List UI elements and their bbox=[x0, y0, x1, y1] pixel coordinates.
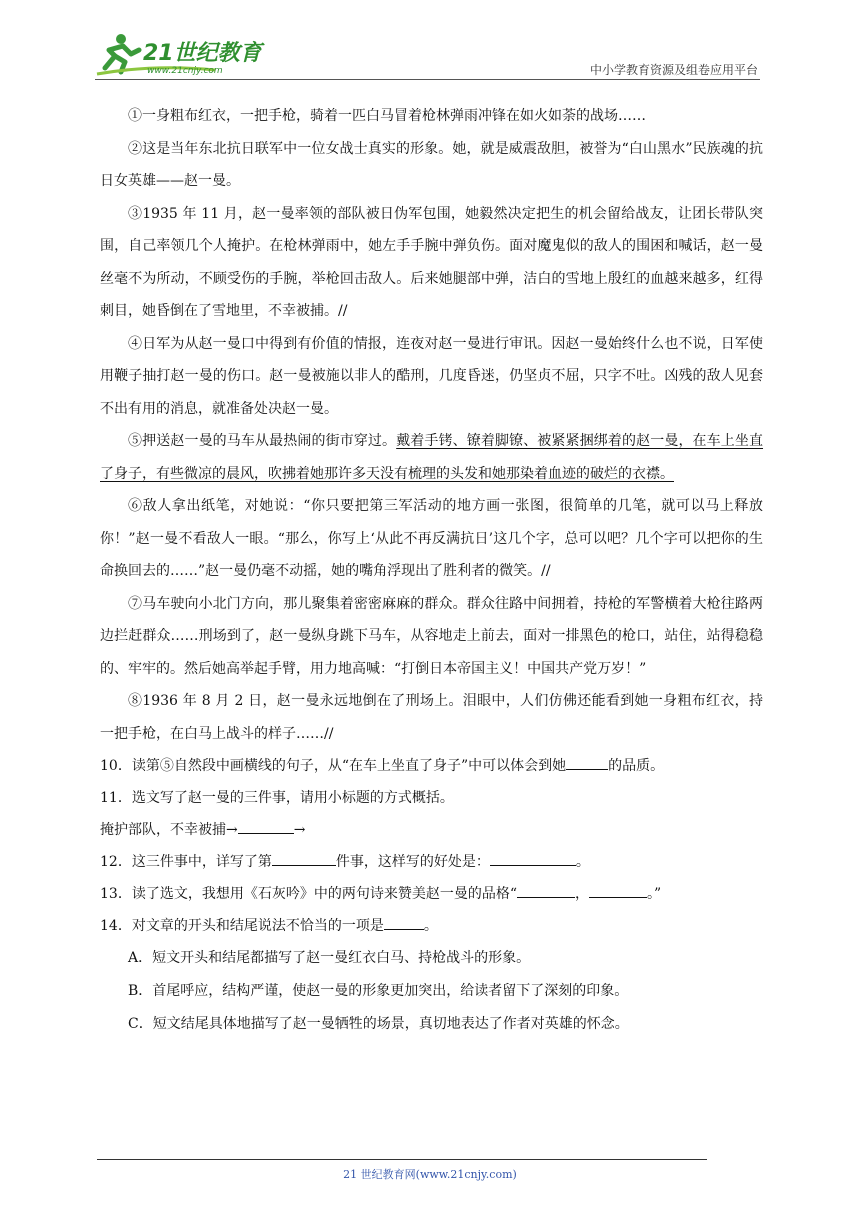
option-a[interactable]: A．短文开头和结尾都描写了赵一曼红衣白马、持枪战斗的形象。 bbox=[128, 950, 531, 966]
paragraph-5 bbox=[100, 425, 763, 490]
page-header bbox=[95, 28, 760, 80]
answer-blank[interactable] bbox=[490, 851, 576, 866]
underlined-sentence: 戴着手铐、镣着脚镣、被紧紧捆绑着的赵一曼，在车上坐直了身子，有些微凉的晨风，吹拂着她那许多天没有梳理的头发和她那染着血迹的破烂的衣襟。 bbox=[100, 433, 764, 482]
paragraph-5-lead: ⑤押送赵一曼的马车从最热闹的街市穿过。 bbox=[128, 433, 397, 449]
answer-blank[interactable] bbox=[589, 883, 647, 898]
question-11: 11．选文写了赵一曼的三件事，请用小标题的方式概括。 bbox=[100, 790, 454, 806]
paragraph-3: ③1935 年 11 月，赵一曼率领的部队被日伪军包围，她毅然决定把生的机会留给战友，让团长带队突围，自己率领几个人掩护。在枪林弹雨中，她左手手腕中弹负伤。面对魔鬼似的敌人的围困和喊话，赵一曼丝毫不为所动，不顾受伤的手腕，举枪回击敌人。后来她腿部中弹，洁白的雪地上殷红的血越来越多，红得刺目，她昏倒在了雪地里，不幸被捕。// bbox=[100, 205, 763, 319]
document-body bbox=[100, 100, 763, 1041]
paragraph-4: ④日军为从赵一曼口中得到有价值的情报，连夜对赵一曼进行审讯。因赵一曼始终什么也不说，日军使用鞭子抽打赵一曼的伤口。赵一曼被施以非人的酷刑，几度昏迷，仍坚贞不屈，只字不吐。凶残的敌人见套不出有用的消息，就准备处决赵一曼。 bbox=[100, 335, 763, 417]
answer-blank[interactable] bbox=[517, 883, 575, 898]
footer-divider bbox=[97, 1159, 707, 1160]
paragraph-2: ②这是当年东北抗日联军中一位女战士真实的形象。她，就是威震敌胆，被誉为“白山黑水”民族魂的抗日女英雄——赵一曼。 bbox=[100, 140, 763, 189]
question-10: 10．读第⑤自然段中画横线的句子，从“在车上坐直了身子”中可以体会到她 的品质。 bbox=[100, 750, 763, 782]
paragraph-7: ⑦马车驶向小北门方向，那儿聚集着密密麻麻的群众。群众往路中间拥着，持枪的军警横着大枪往路两边拦赶群众……刑场到了，赵一曼纵身跳下马车，从容地走上前去，面对一排黑色的枪口，站住，站得稳稳的、牢牢的。然后她高举起手臂，用力地高喊：“打倒日本帝国主义！中国共产党万岁！” bbox=[100, 595, 763, 677]
runner-logo-icon bbox=[95, 30, 265, 76]
logo-url: www.21cnjy.com bbox=[147, 66, 223, 76]
question-14: 14．对文章的开头和结尾说法不恰当的一项是 。 bbox=[100, 910, 763, 942]
platform-tagline: 中小学教育资源及组卷应用平台 bbox=[589, 63, 758, 77]
header-divider bbox=[95, 79, 760, 80]
option-c[interactable]: C．短文结尾具体地描写了赵一曼牺牲的场景，真切地表达了作者对英雄的怀念。 bbox=[128, 1016, 629, 1032]
question-13: 13．读了选文，我想用《石灰吟》中的两句诗来赞美赵一曼的品格“ ， 。” bbox=[100, 878, 763, 910]
answer-blank[interactable] bbox=[238, 819, 294, 834]
question-12: 12．这三件事中，详写了第 件事，这样写的好处是： 。 bbox=[100, 846, 763, 878]
question-11-line: 掩护部队，不幸被捕→ → bbox=[100, 814, 763, 846]
footer-link[interactable]: 21 世纪教育网(www.21cnjy.com) bbox=[343, 1168, 517, 1181]
site-logo[interactable] bbox=[95, 30, 265, 76]
answer-blank[interactable] bbox=[384, 915, 424, 930]
paragraph-6: ⑥敌人拿出纸笔，对她说：“你只要把第三军活动的地方画一张图，很简单的几笔，就可以马上释放你！”赵一曼不看敌人一眼。“那么，你写上‘从此不再反满抗日’这几个字，总可以吧？几个字可以把你的生命换回去的……”赵一曼仍毫不动摇，她的嘴角浮现出了胜利者的微笑。// bbox=[100, 498, 763, 579]
paragraph-1: ①一身粗布红衣，一把手枪，骑着一匹白马冒着枪林弹雨冲锋在如火如荼的战场…… bbox=[128, 108, 646, 124]
option-b[interactable]: B．首尾呼应，结构严谨，使赵一曼的形象更加突出，给读者留下了深刻的印象。 bbox=[128, 983, 629, 999]
answer-blank[interactable] bbox=[566, 755, 608, 770]
answer-blank[interactable] bbox=[272, 851, 336, 866]
paragraph-8: ⑧1936 年 8 月 2 日，赵一曼永远地倒在了刑场上。泪眼中，人们仿佛还能看到她一身粗布红衣，持一把手枪，在白马上战斗的样子……// bbox=[100, 693, 763, 742]
logo-text: 21世纪教育 bbox=[143, 41, 262, 66]
